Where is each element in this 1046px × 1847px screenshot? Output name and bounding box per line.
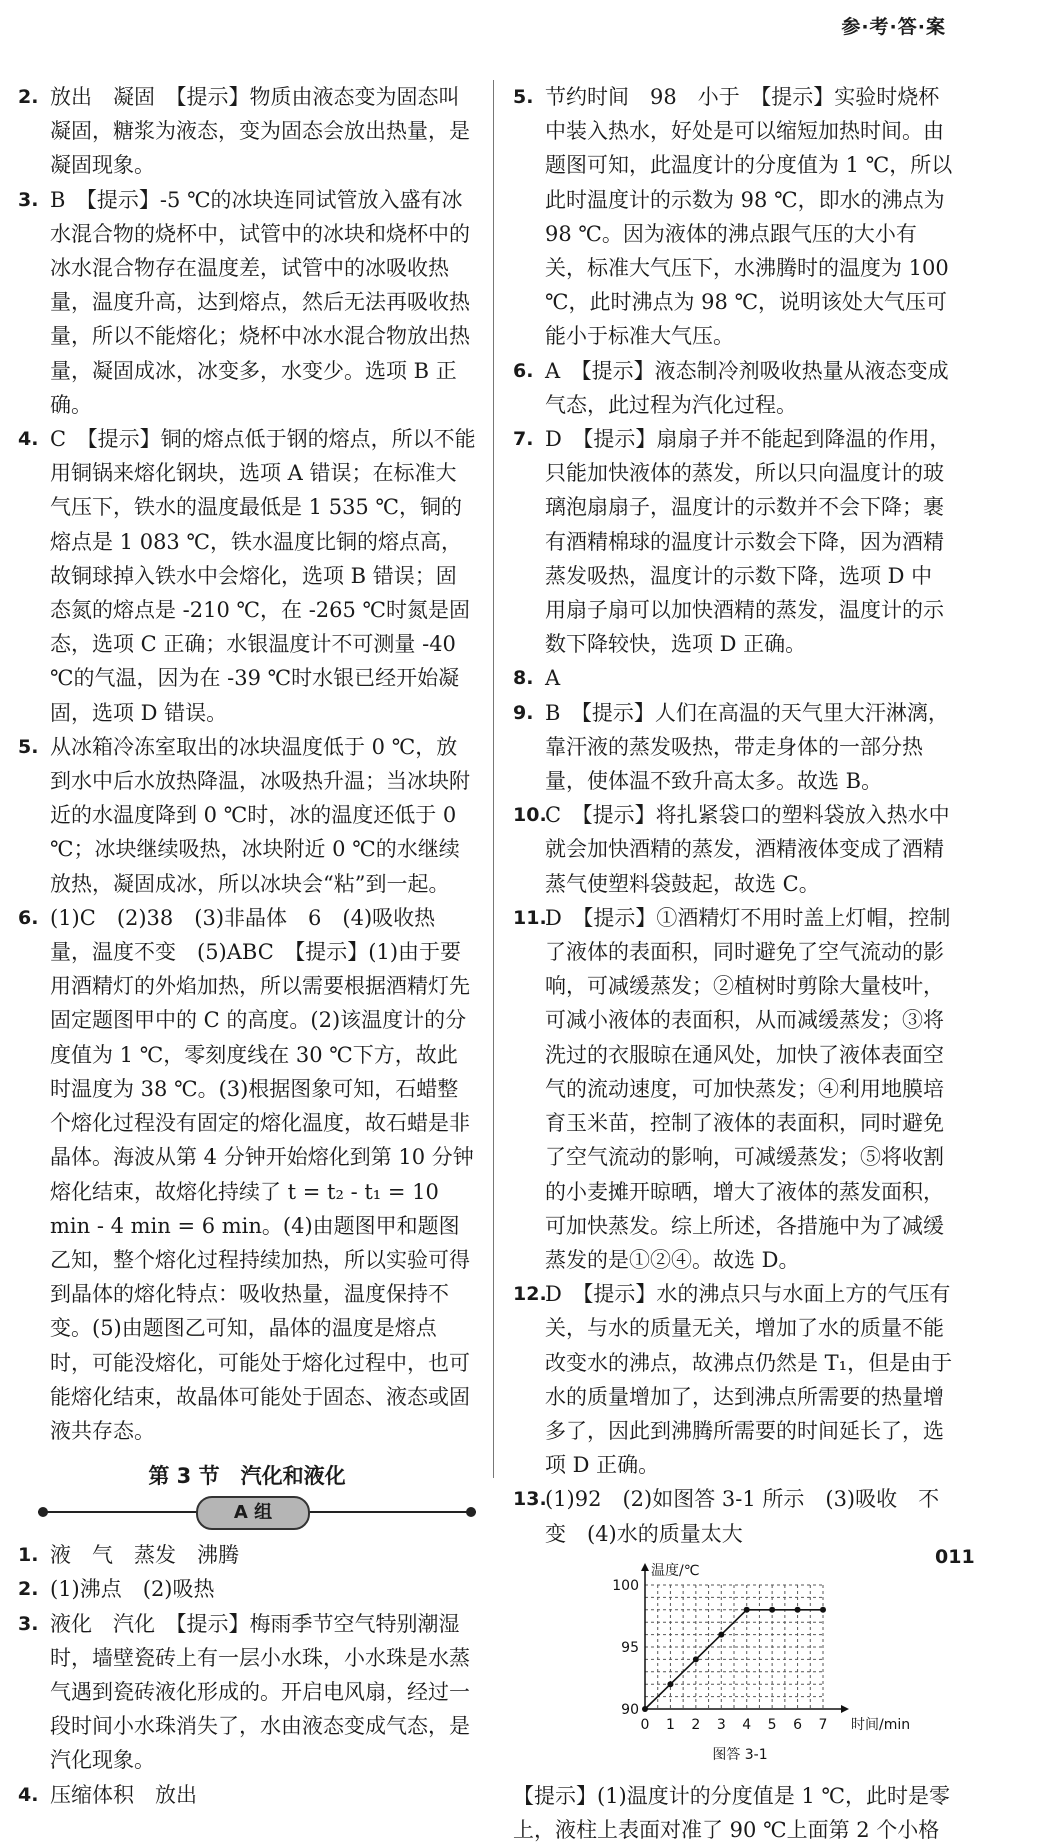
y-axis-label: 温度/℃ — [651, 1562, 700, 1579]
answer-item — [18, 901, 476, 1448]
answer-text: (1)沸点 (2)吸热 — [50, 1577, 215, 1602]
answer-text: C 【提示】将扎紧袋口的塑料袋放入热水中就会加快酒精的蒸发，酒精液体变成了酒精蒸气使塑料袋鼓起，故选 C。 — [545, 803, 950, 896]
data-point — [795, 1607, 801, 1613]
answer-text: A — [545, 666, 561, 691]
answer-number: 3. — [18, 1612, 39, 1635]
data-point — [744, 1607, 750, 1613]
left-answer-list-after — [18, 1538, 476, 1812]
answer-text: D 【提示】①酒精灯不用时盖上灯帽，控制了液体的表面积，同时避免了空气流动的影响，可减缓蒸发；②植树时剪除大量枝叶，可减小液体的表面积，从而减缓蒸发；③将洗过的衣服晾在通风处，加快了液体表面空气的流动速度，可加快蒸发；④利用地膜培育玉米苗，控制了液体的表面积，同时避免了空气流动的影响，可减缓蒸发；⑤将收割的小麦摊开晾晒，增大了液体的蒸发面积，可加快蒸发。综上所述，各措施中为了减缓蒸发的是①②④。故选 D。 — [545, 905, 951, 1272]
x-tick-label: 5 — [767, 1716, 777, 1733]
y-tick-label: 90 — [621, 1701, 639, 1718]
answer-text: 液化 汽化 【提示】梅雨季节空气特别潮湿时，墙壁瓷砖上有一层小水珠，小水珠是水蒸气遇到瓷砖液化形成的。开启电风扇，经过一段时间小水珠消失了，水由液态变成气态，是汽化现象。 — [50, 1611, 470, 1773]
answer-item — [513, 661, 953, 695]
answer-number: 1. — [18, 1544, 39, 1567]
group-badge: A 组 — [196, 1496, 310, 1530]
answer-number: 10. — [513, 804, 547, 827]
answer-number: 6. — [18, 906, 39, 929]
answer-text: B 【提示】-5 ℃的冰块连同试管放入盛有冰水混合物的烧杯中，试管中的冰块和烧杯中的冰水混合物存在温度差，试管中的冰吸收热量，温度升高，达到熔点，然后无法再吸收热量，所以不能熔化；烧杯中冰水混合物放出热量，凝固成冰，冰变多，水变少。选项 B 正确。 — [50, 187, 470, 417]
y-tick-label: 100 — [612, 1577, 639, 1594]
answer-item — [18, 1778, 476, 1812]
data-point — [693, 1656, 699, 1662]
x-tick-label: 0 — [640, 1716, 650, 1733]
answer-number: 6. — [513, 359, 534, 382]
answer-number: 4. — [18, 1783, 39, 1806]
answer-item — [18, 422, 476, 730]
answer-number: 9. — [513, 701, 534, 724]
answer-item — [18, 730, 476, 901]
x-tick-label: 1 — [665, 1716, 675, 1733]
answer-number: 7. — [513, 428, 534, 451]
left-answer-list — [18, 80, 476, 1448]
answer-item — [513, 901, 953, 1277]
answer-number: 3. — [18, 188, 39, 211]
divider-dot-left — [38, 1507, 48, 1517]
answer-item — [18, 80, 476, 183]
answer-number: 12. — [513, 1283, 547, 1306]
answer-text: B 【提示】人们在高温的天气里大汗淋漓，靠汗液的蒸发吸热，带走身体的一部分热量，使体温不致升高太多。故选 B。 — [545, 700, 949, 794]
answer-item — [513, 354, 953, 422]
answer-text: D 【提示】水的沸点只与水面上方的气压有关，与水的质量无关，增加了水的质量不能改变水的沸点，故沸点仍然是 T₁，但是由于水的质量增加了，达到沸点所需要的热量增多了，因此到沸腾所需要的时间延长了，选项 D 正确。 — [545, 1282, 953, 1478]
x-tick-label: 2 — [691, 1716, 701, 1733]
page-header-title: 参·考·答·案 — [841, 16, 946, 38]
answer-item — [18, 1538, 476, 1572]
answer-item — [513, 1482, 953, 1550]
answer-number: 8. — [513, 667, 534, 690]
temperature-time-chart — [513, 1557, 953, 1777]
answer-text: 压缩体积 放出 — [50, 1782, 197, 1807]
chart-figure — [513, 1557, 953, 1777]
answer-item — [18, 1572, 476, 1606]
answer-text: 从冰箱冷冻室取出的冰块温度低于 0 ℃，放到水中后水放热降温，冰吸热升温；当冰块附近的水温度降到 0 ℃时，冰的温度还低于 0 ℃；冰块继续吸热，冰块附近 0 ℃的水继续放热，凝固成冰，所以冰块会“粘”到一起。 — [50, 734, 470, 896]
answer-item — [513, 696, 953, 799]
answer-number: 5. — [513, 86, 534, 108]
answer-number: 11. — [513, 906, 547, 929]
data-point — [667, 1681, 673, 1687]
group-header — [18, 1494, 476, 1530]
answer-text: 节约时间 98 小于 【提示】实验时烧杯中装入热水，好处是可以缩短加热时间。由题图可知，此温度计的分度值为 1 ℃，所以此时温度计的示数为 98 ℃，即水的沸点为 98 ℃。因为液体的沸点跟气压的大小有关，标准大气压下，水沸腾时的温度为 100 ℃，此时沸点为 98 ℃，说明该处大气压可能小于标准大气压。 — [545, 85, 953, 349]
right-answer-list — [513, 80, 953, 1551]
x-tick-label: 7 — [818, 1716, 828, 1733]
x-axis-arrow — [841, 1705, 849, 1713]
answer-text: (1)92 (2)如图答 3-1 所示 (3)吸收 不变 (4)水的质量太大 — [545, 1487, 940, 1546]
answer-number: 13. — [513, 1488, 547, 1511]
answer-item — [513, 80, 953, 354]
x-tick-label: 4 — [742, 1716, 752, 1733]
column-divider — [493, 80, 494, 1478]
answer-text: D 【提示】扇扇子并不能起到降温的作用，只能加快液体的蒸发，所以只向温度计的玻璃泡扇扇子，温度计的示数并不会下降；裹有酒精棉球的温度计示数会下降，因为酒精蒸发吸热，温度计的示数下降，选项 D 中用扇子扇可以加快酒精的蒸发，温度计的示数下降较快，选项 D 正确。 — [545, 427, 951, 657]
answer-text: (1)C (2)38 (3)非晶体 6 (4)吸收热量，温度不变 (5)ABC 【提示】(1)由于要用酒精灯的外焰加热，所以需要根据酒精灯先固定题图甲中的 C 的高度。(2)该温度计的分度值为 1 ℃，零刻度线在 30 ℃下方，故此时温度为 38 ℃。(3)根据图象可知，石蜡整个熔化过程没有固定的熔化温度，故石蜡是非晶体。海波从第 4 分钟开始熔化到第 10 分钟熔化结束，故熔化持续了 t = t₂ - t₁ = 10 min - 4 min = 6 min。(4)由题图甲和题图乙知，整个熔化过程持续加热，所以实验可得到晶体的熔化特点：吸收热量，温度保持不变。(5)由题图乙可知，晶体的温度是熔点时，可能没熔化，可能处于熔化过程中，也可能熔化结束，故晶体可能处于固态、液态或固液共存态。 — [50, 905, 474, 1443]
data-point — [769, 1607, 775, 1613]
y-axis-arrow — [641, 1563, 649, 1571]
data-point — [642, 1706, 648, 1712]
answer-item — [513, 422, 953, 661]
answer-item — [513, 798, 953, 901]
answer-number: 4. — [18, 428, 39, 451]
answer-text: 放出 凝固 【提示】物质由液态变为固态叫凝固，糖浆为液态，变为固态会放出热量，是凝固现象。 — [50, 85, 470, 178]
answer-item — [18, 1607, 476, 1778]
divider-dot-right — [466, 1507, 476, 1517]
chart-hint-text: 【提示】(1)温度计的分度值是 1 ℃，此时是零上，液柱上表面对准了 90 ℃上面第 2 个小格 — [513, 1783, 950, 1842]
answer-text: C 【提示】铜的熔点低于钢的熔点，所以不能用铜锅来熔化钢块，选项 A 错误；在标准大气压下，铁水的温度最低是 1 535 ℃，铜的熔点是 1 083 ℃，铁水温度比铜的熔点高，故铜球掉入铁水中会熔化，选项 B 错误；固态氮的熔点是 -210 ℃，在 -265 ℃时氮是固态，选项 C 正确；水银温度计不可测量 -40 ℃的气温，因为在 -39 ℃时水银已经开始凝固，选项 D 错误。 — [50, 427, 476, 725]
answer-number: 2. — [18, 1578, 39, 1601]
answer-text: A 【提示】液态制冷剂吸收热量从液态变成气态，此过程为汽化过程。 — [545, 358, 949, 417]
y-tick-label: 95 — [621, 1639, 639, 1656]
answer-text: 液 气 蒸发 沸腾 — [50, 1543, 239, 1568]
x-tick-label: 6 — [793, 1716, 803, 1733]
answer-number: 5. — [18, 735, 39, 758]
section-title: 第 3 节 汽化和液化 — [148, 1464, 346, 1489]
page-number: 011 — [935, 1546, 975, 1568]
x-axis-label: 时间/min — [851, 1716, 911, 1733]
answer-item — [18, 183, 476, 422]
answer-item — [513, 1277, 953, 1482]
x-tick-label: 3 — [716, 1716, 726, 1733]
right-column — [513, 80, 953, 1847]
data-point — [718, 1631, 724, 1637]
chart-caption: 图答 3-1 — [712, 1746, 768, 1763]
answer-number: 2. — [18, 86, 39, 108]
data-point — [820, 1607, 826, 1613]
left-column — [18, 80, 476, 1812]
